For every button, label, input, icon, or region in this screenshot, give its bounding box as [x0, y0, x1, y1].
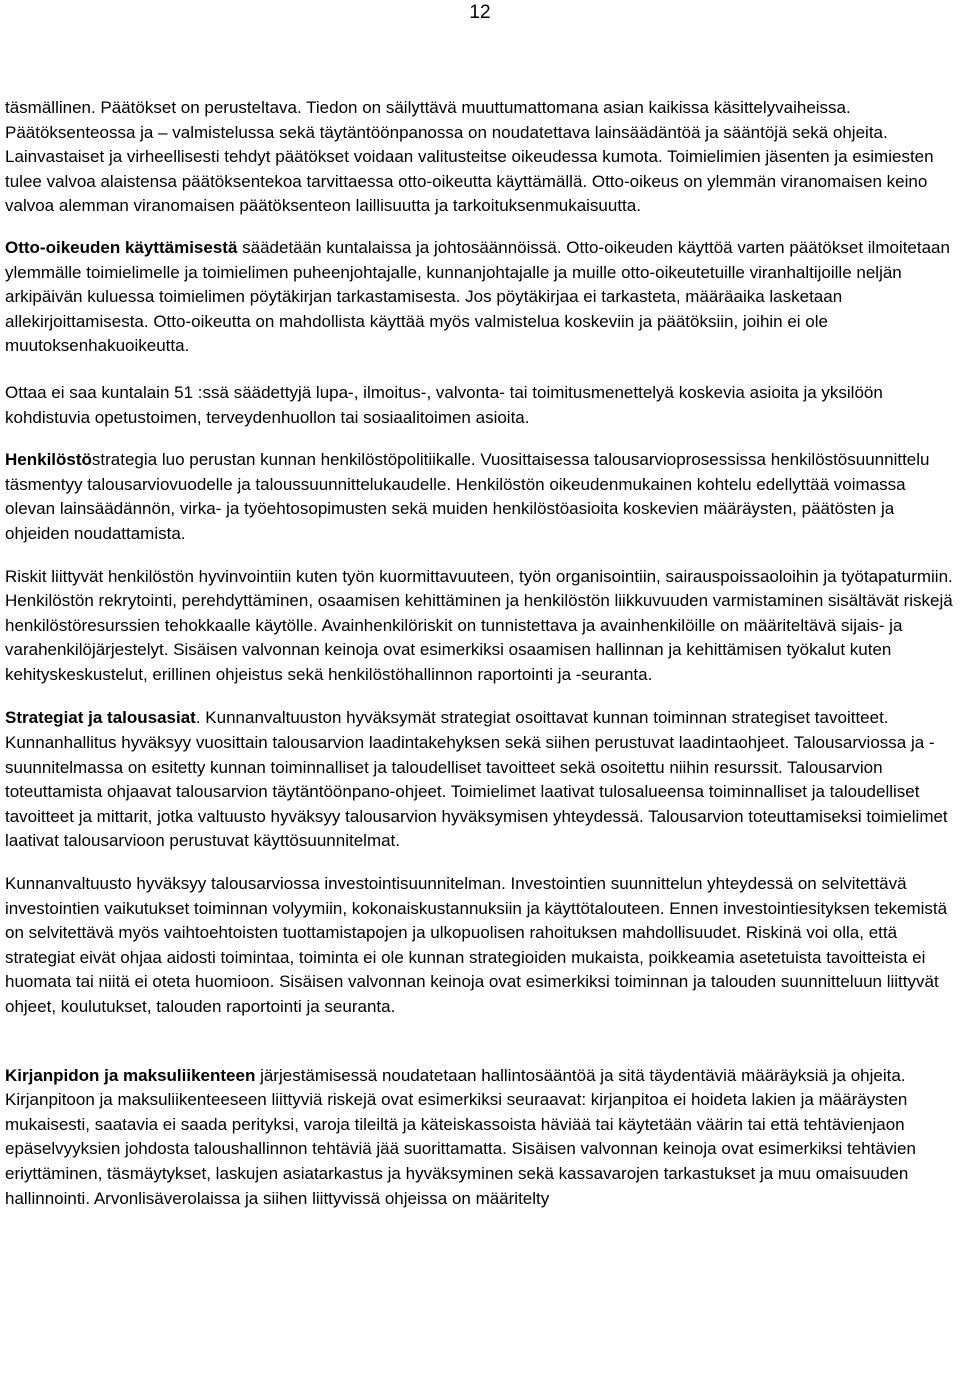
paragraph-text: täsmällinen. Päätökset on perusteltava. Tiedon on säilyttävä muuttumattomana asian kaikissa käsittelyvaiheissa. Päätöksenteossa ja – valmistelussa sekä täytäntöönpanossa on noudatettava lainsäädäntöä ja sääntöjä sekä ohjeita. Lainvastaiset ja virheellisesti tehdyt päätökset voidaan valitusteitse oikeudessa kumota. Toimielimien jäsenten ja esimiesten tulee valvoa alaistensa päätöksentekoa tarvittaessa otto-oikeutta käyttämällä. Otto-oikeus on ylemmän viranomaisen keino valvoa alemman viranomaisen päätöksenteon laillisuutta ja tarkoituksenmukaisuutta.: [5, 98, 934, 216]
paragraph-decision-making: [5, 96, 957, 219]
paragraph-otto-oikeus: [5, 236, 957, 359]
paragraph-text: Kunnanvaltuusto hyväksyy talousarviossa investointisuunnitelman. Investointien suunnittelun yhteydessä on selvitettävä investointien vaikutukset toiminnan volyymiin, kokonaiskustannuksiin ja käyttötalouteen. Ennen investointiesityksen tekemistä on selvitettävä myös vaihtoehtoisten tuottamistapojen ja ulkopuolisen rahoituksen mahdollisuudet. Riskinä voi olla, että strategiat eivät ohjaa aidosti toimintaa, toiminta ei ole kunnan strategioiden mukaista, poikkeamia asetetuista tavoitteista ei huomata tai niitä ei oteta huomioon. Sisäisen valvonnan keinoja ovat esimerkiksi toiminnan ja talouden suunnitteluun liittyvät ohjeet, koulutukset, talouden raportointi ja seuranta.: [5, 874, 948, 1016]
paragraph-text: järjestämisessä noudatetaan hallintosääntöä ja sitä täydentäviä määräyksiä ja ohjeita. Kirjanpitoon ja maksuliikenteeseen liittyviä riskejä ovat esimerkiksi seuraavat: kirjanpitoa ei hoideta lakien ja määräysten mukaisesti, saatavia ei saada perityksi, varoja tileiltä ja käteiskassoista häviää tai käytetään väärin tai että tehtävienjaon epäselvyyksien johdosta taloushallinnon tehtäviä jää suorittamatta. Sisäisen valvonnan keinoja ovat esimerkiksi tehtävien eriyttäminen, täsmäytykset, laskujen asiatarkastus ja hyväksyminen sekä kassavarojen tarkastukset ja muu omaisuuden hallinnointi. Arvonlisäverolaissa ja siihen liittyvissä ohjeissa on määritelty: [5, 1065, 916, 1208]
paragraph-text: Ottaa ei saa kuntalain 51 :ssä säädettyjä lupa-, ilmoitus-, valvonta- tai toimitusmenettelyä koskevia asioita ja yksilöön kohdistuvia opetustoimen, terveydenhuollon tai sosiaalitoimen asioita.: [5, 382, 883, 427]
paragraph-bold-lead: Henkilöstö: [5, 450, 92, 470]
paragraph-text: . Kunnanvaltuuston hyväksymät strategiat osoittavat kunnan toiminnan strategiset tavoitteet. Kunnanhallitus hyväksyy vuosittain talousarvion laadintakehyksen sekä siihen perustuvat laadintaohjeet. Talousarviossa ja -suunnitelmassa on esitetty kunnan toiminnalliset ja taloudelliset tavoitteet sekä osoitettu niihin resurssit. Talousarvion toteuttamista ohjaavat talousarvion täytäntöönpano-ohjeet. Toimielimet laativat tulosalueensa toiminnalliset ja taloudelliset tavoitteet ja mittarit, jotka valtuusto hyväksyy talousarvion hyväksymisen yhteydessä. Talousarvion toteuttamiseksi toimielimet laativat talousarvioon perustuvat käyttösuunnitelmat.: [5, 708, 948, 851]
document-body: [5, 96, 957, 1211]
paragraph-riskit: [5, 565, 957, 688]
paragraph-bold-lead: Otto-oikeuden käyttämisestä: [5, 237, 238, 257]
page-number: 12: [469, 2, 491, 23]
paragraph-bold-lead: Strategiat ja talousasiat: [5, 708, 196, 728]
paragraph-kirjanpito: [5, 1064, 957, 1212]
paragraph-investoinnit: [5, 872, 957, 1020]
paragraph-bold-lead: Kirjanpidon ja maksuliikenteen: [5, 1065, 256, 1085]
paragraph-text: strategia luo perustan kunnan henkilöstöpolitiikalle. Vuosittaisessa talousarvioprosessissa henkilöstösuunnittelu täsmentyy talousarviovuodelle ja taloussuunnittelukaudelle. Henkilöstön oikeudenmukainen kohtelu edellyttää voimassa olevan lainsäädännön, virka- ja työehtosopimusten sekä muiden henkilöstöasioita koskevien määräysten, päätösten ja ohjeiden noudattamista.: [5, 450, 930, 543]
paragraph-text: Riskit liittyvät henkilöstön hyvinvointiin kuten työn kuormittavuuteen, työn organisointiin, sairauspoissaoloihin ja työtapaturmiin. Henkilöstön rekrytointi, perehdyttäminen, osaamisen kehittäminen ja henkilöstön liikkuvuuden varmistaminen sisältävät riskejä henkilöstöresurssien tehokkaalle käytölle. Avainhenkilöriskit on tunnistettava ja avainhenkilöille on määriteltävä sijais- ja varahenkilöjärjestelyt. Sisäisen valvonnan keinoja ovat esimerkiksi osaamisen hallinnan ja kehittämisen työkalut kuten kehityskeskustelut, erillinen ohjeistus sekä henkilöstöhallinnon raportointi ja -seuranta.: [5, 566, 953, 684]
paragraph-kuntalaki: [5, 381, 957, 430]
paragraph-text: säädetään kuntalaissa ja johtosäännöissä. Otto-oikeuden käyttöä varten päätökset ilmoitetaan ylemmälle toimielimelle ja toimielimen puheenjohtajalle, kunnanjohtajalle ja muille otto-oikeutetuille viranhaltijoille neljän arkipäivän kuluessa toimielimen pöytäkirjan tarkastamisesta. Jos pöytäkirjaa ei tarkasteta, määräaika lasketaan allekirjoittamisesta. Otto-oikeutta on mahdollista käyttää myös valmistelua koskeviin ja päätöksiin, joihin ei ole muutoksenhakuoikeutta.: [5, 237, 950, 356]
paragraph-strategiat: [5, 706, 957, 854]
paragraph-henkilosto: [5, 448, 957, 546]
